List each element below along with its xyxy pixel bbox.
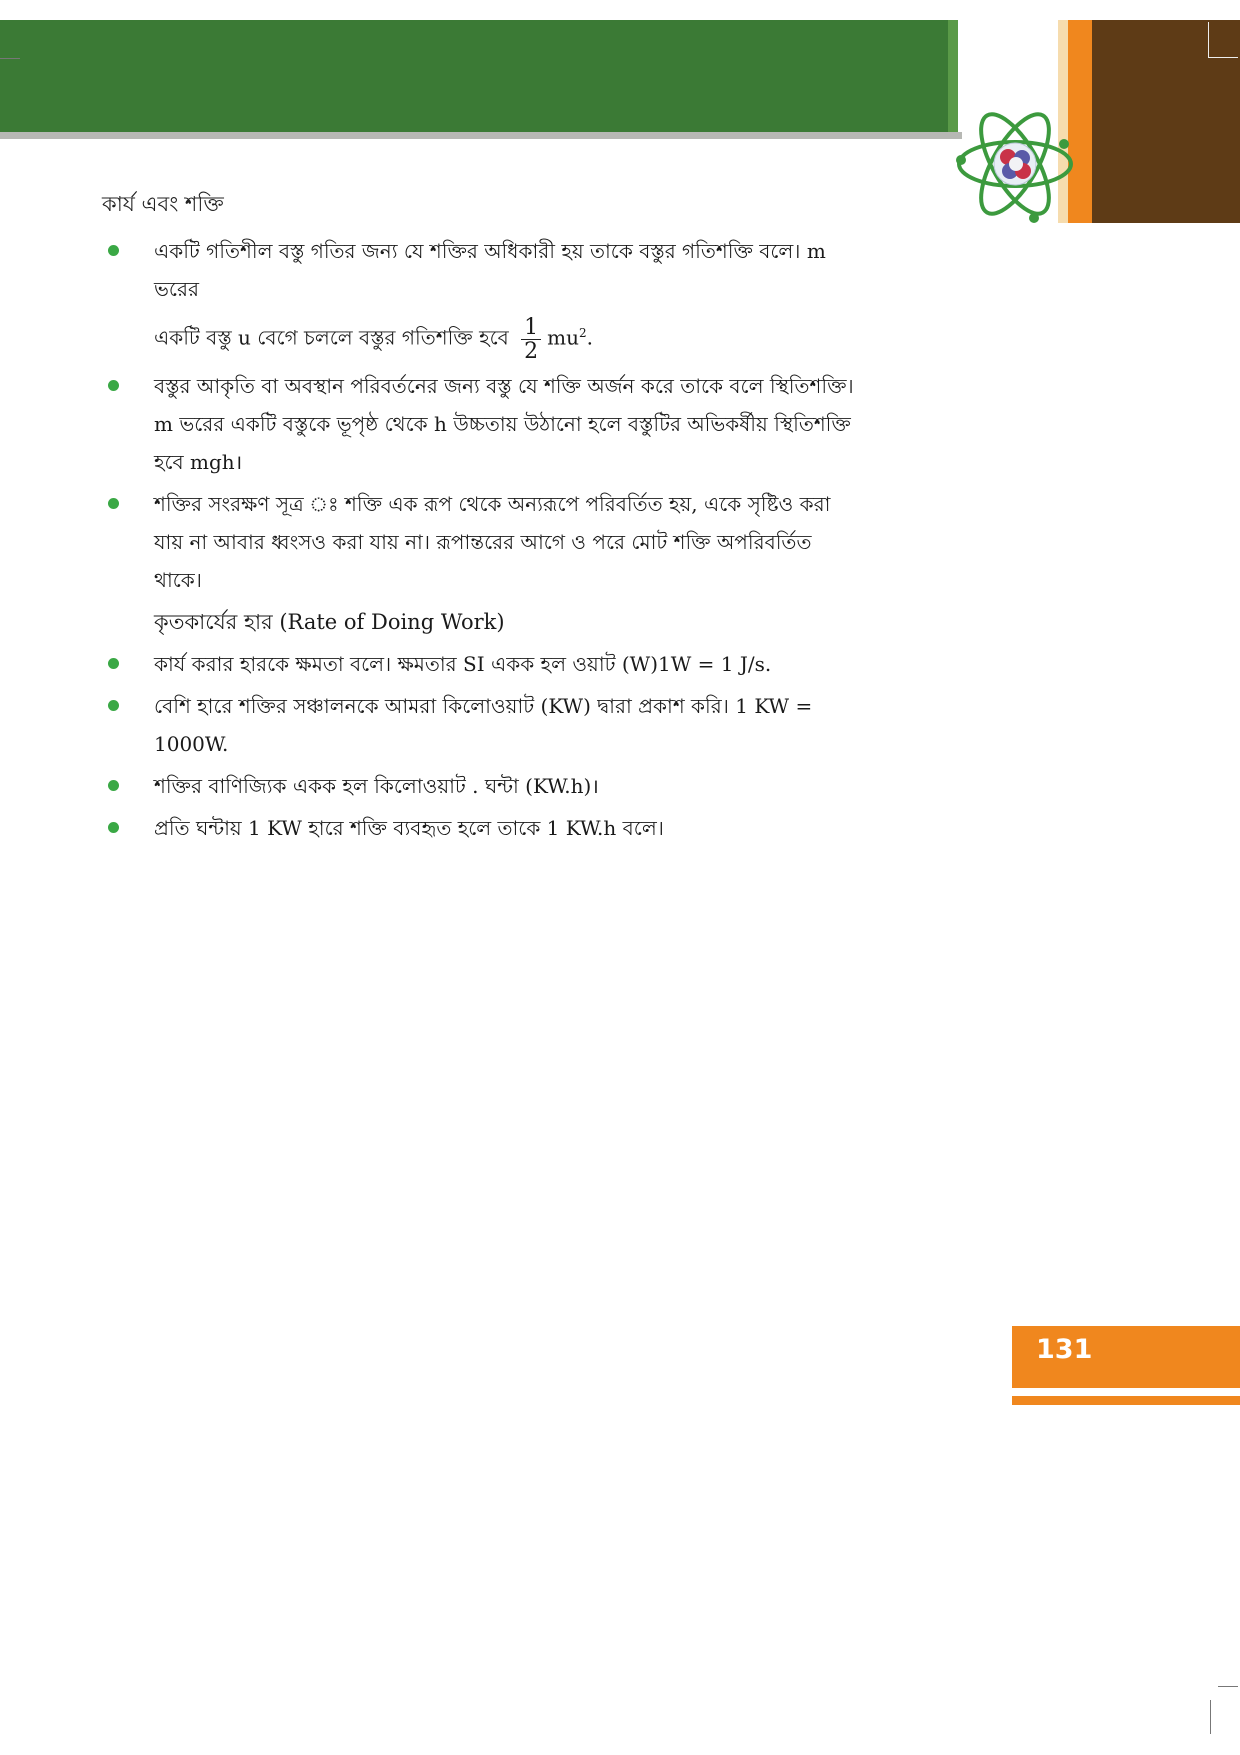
- conservation-text: শক্তির সংরক্ষণ সূত্র ঃ শক্তি এক রূপ থেকে অন্যরূপে পরিবর্তিত হয়, একে সৃষ্টিও করা যায় না আবার ধ্বংসও করা যায় না। রূপান্তরের আগে ও পরে মোট শক্তি অপরিবর্তিত থাকে।: [154, 491, 831, 592]
- kilowatt-text: বেশি হারে শক্তির সঞ্চালনকে আমরা কিলোওয়াট (KW) দ্বারা প্রকাশ করি। 1 KW = 1000W.: [154, 693, 813, 756]
- list-item-potential-energy: [100, 367, 860, 481]
- kinetic-formula-end: .: [586, 325, 593, 350]
- bullet-dot: [108, 245, 119, 256]
- page-number-underline: [1012, 1396, 1240, 1405]
- potential-energy-text: বস্তুর আকৃতি বা অবস্থান পরিবর্তনের জন্য বস্তু যে শক্তি অর্জন করে তাকে বলে স্থিতিশক্তি। m ভরের একটি বস্তুকে ভূপৃষ্ঠ থেকে h উচ্চতায় উঠানো হলে বস্তুটির অভিকর্ষীয় স্থিতিশক্তি হবে mgh।: [154, 373, 854, 474]
- commercial-unit-text: শক্তির বাণিজ্যিক একক হল কিলোওয়াট . ঘন্টা (KW.h)।: [154, 773, 599, 798]
- kinetic-formula: mu: [547, 325, 579, 350]
- crop-mark-bottom-right-h: [1218, 1686, 1238, 1687]
- kwh-definition-text: প্রতি ঘন্টায় 1 KW হারে শক্তি ব্যবহৃত হলে তাকে 1 KW.h বলে।: [154, 815, 664, 840]
- header-brown-block: [1092, 20, 1240, 223]
- section-subheading: কৃতকার্যের হার (Rate of Doing Work): [154, 609, 505, 634]
- kinetic-line-1: একটি গতিশীল বস্তু গতির জন্য যে শক্তির অধিকারী হয় তাকে বস্তুর গতিশক্তি বলে। m ভরের: [154, 239, 826, 301]
- kinetic-line-2-prefix: একটি বস্তু u বেগে চললে বস্তুর গতিশক্তি হবে: [154, 325, 509, 350]
- list-item-commercial-unit: [100, 767, 860, 805]
- bullet-dot: [108, 498, 119, 509]
- chapter-title: কার্য এবং শক্তি: [102, 192, 224, 216]
- list-item-power: [100, 645, 860, 683]
- list-item-conservation: [100, 485, 860, 599]
- crop-mark-bottom-right: [1210, 1700, 1211, 1734]
- fraction-numerator: 1: [521, 316, 541, 340]
- list-item-kilowatt: [100, 687, 860, 763]
- bullet-dot: [108, 822, 119, 833]
- list-item-kwh-definition: [100, 809, 860, 847]
- crop-mark-left: [0, 58, 20, 59]
- bullet-dot: [108, 658, 119, 669]
- header-grey-rule: [0, 132, 962, 139]
- crop-mark-top-right-h: [1208, 57, 1238, 58]
- bullet-dot: [108, 380, 119, 391]
- bullet-dot: [108, 700, 119, 711]
- fraction-half: [521, 316, 541, 363]
- crop-mark-top-right: [1208, 22, 1209, 58]
- kinetic-formula-exponent: 2: [578, 326, 587, 340]
- header-green-band: [0, 20, 958, 132]
- page-number: 131: [1036, 1334, 1093, 1365]
- fraction-denominator: 2: [524, 338, 539, 364]
- atom-icon: [952, 102, 1078, 230]
- list-item-kinetic-energy: [100, 232, 860, 363]
- power-text: কার্য করার হারকে ক্ষমতা বলে। ক্ষমতার SI একক হল ওয়াট (W)1W = 1 J/s.: [154, 651, 772, 676]
- kinetic-line-2: [154, 314, 860, 363]
- main-content: [100, 232, 860, 851]
- bullet-dot: [108, 780, 119, 791]
